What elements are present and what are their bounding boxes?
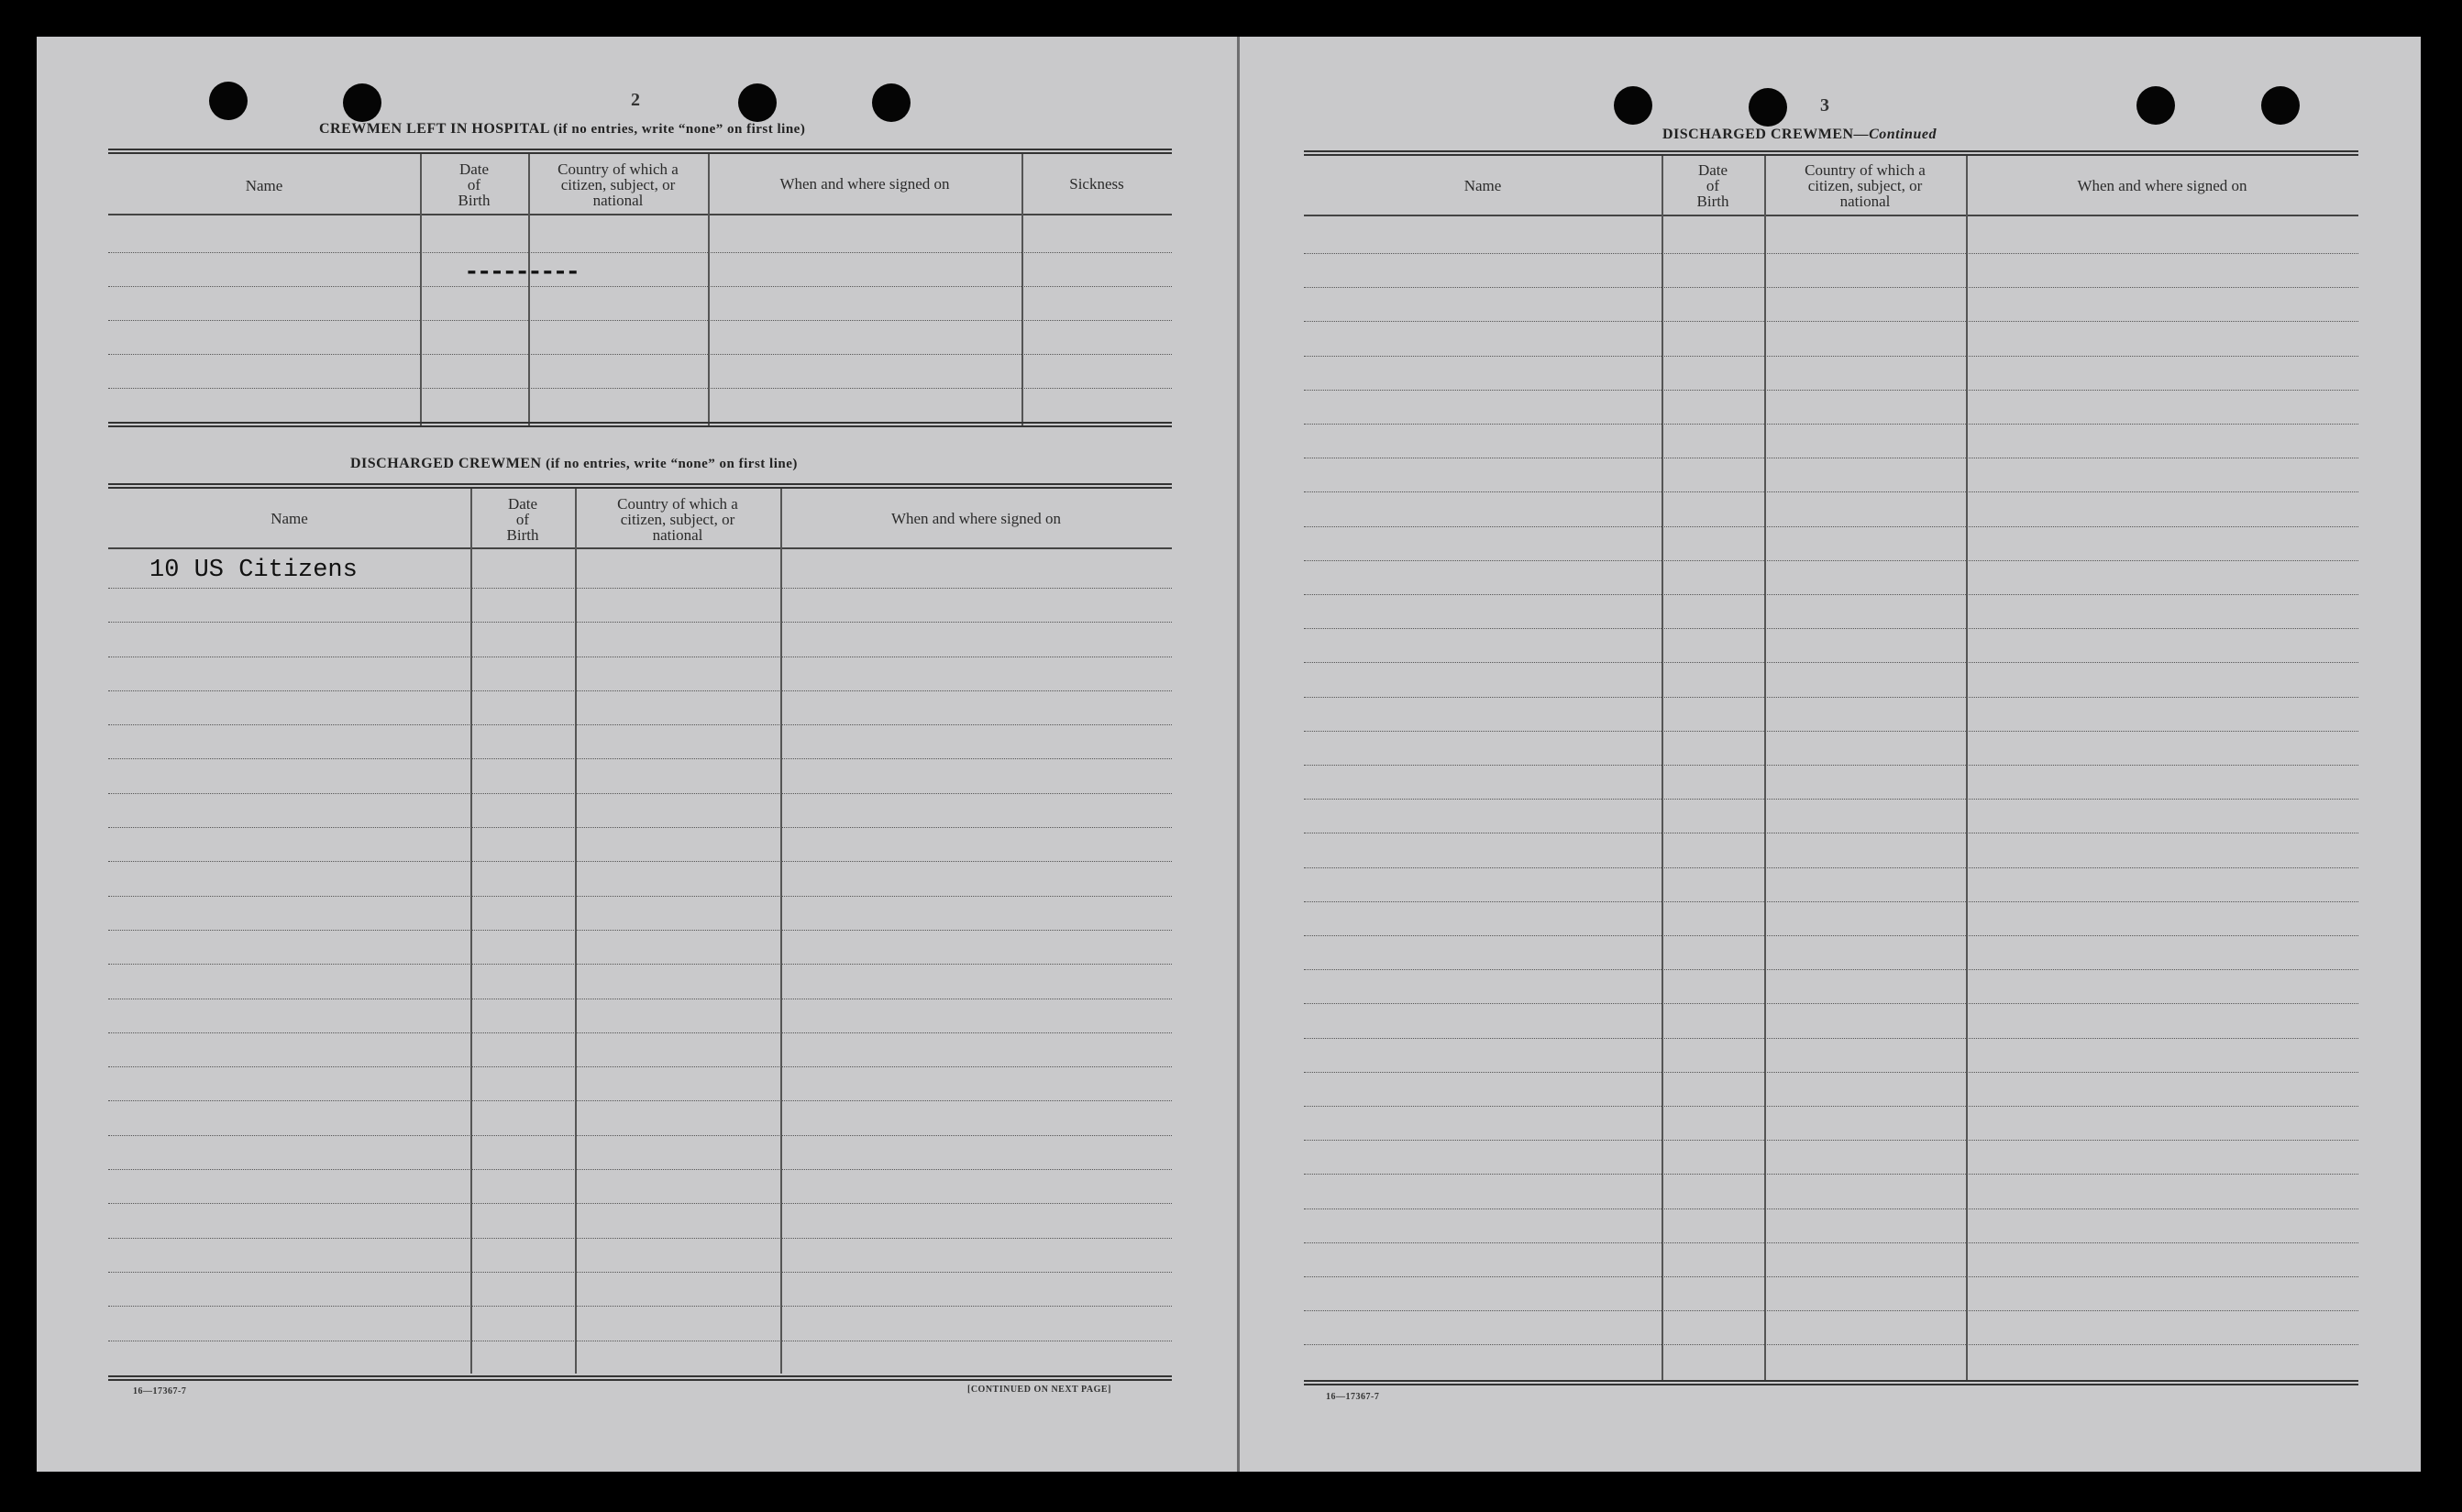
table-row-line [108, 861, 1172, 862]
discharged-first-entry: 10 US Citizens [149, 557, 358, 584]
hospital-col-name: Name [245, 177, 283, 194]
punch-hole [2136, 86, 2175, 125]
table-row-line [1304, 1072, 2358, 1073]
table-row-line [1304, 526, 2358, 527]
right-col-dob: Date of Birth [1696, 161, 1729, 210]
table-row-line [1304, 1174, 2358, 1175]
hospital-col-dob: Date of Birth [458, 160, 491, 209]
table-row-line [1304, 1310, 2358, 1311]
hospital-row-line [108, 286, 1172, 287]
table-row-line [1304, 697, 2358, 698]
table-row-line [1304, 1038, 2358, 1039]
table-row-line [1304, 1208, 2358, 1209]
continued-title-text: DISCHARGED CREWMEN [1662, 127, 1854, 142]
hospital-bottom-rule [108, 422, 1172, 427]
table-row-line [1304, 628, 2358, 629]
right-col-divider [1764, 156, 1766, 1380]
discharged-title-text: DISCHARGED CREWMEN [350, 456, 542, 471]
hospital-top-rule [108, 149, 1172, 154]
discharged-header-rule [108, 547, 1172, 549]
table-row-line [108, 793, 1172, 794]
table-row-line [108, 1169, 1172, 1170]
hospital-col-divider [1021, 154, 1023, 426]
discharged-bottom-rule [108, 1375, 1172, 1381]
continued-suffix: —Continued [1853, 127, 1937, 142]
right-col-divider [1662, 156, 1663, 1380]
table-row-line [1304, 287, 2358, 288]
right-bottom-rule [1304, 1380, 2358, 1385]
table-row-line [1304, 1276, 2358, 1277]
punch-hole [2261, 86, 2300, 125]
form-number-right: 16—17367-7 [1326, 1392, 1380, 1402]
table-row-line [108, 622, 1172, 623]
table-row-line [1304, 594, 2358, 595]
punch-hole [343, 83, 381, 122]
table-row-line [108, 758, 1172, 759]
table-row-line [1304, 969, 2358, 970]
continued-note: [CONTINUED ON NEXT PAGE] [967, 1385, 1111, 1395]
table-row-line [108, 1272, 1172, 1273]
table-row-line [108, 1203, 1172, 1204]
table-row-line [108, 827, 1172, 828]
right-col-country: Country of which a citizen, subject, or national [1805, 161, 1926, 210]
continued-section-title [1662, 127, 1937, 143]
hospital-col-country: Country of which a citizen, subject, or national [558, 160, 679, 209]
hospital-col-sickness: Sickness [1069, 175, 1124, 193]
table-row-line [108, 1032, 1172, 1033]
right-col-when-where: When and where signed on [2077, 177, 2247, 194]
table-row-line [1304, 390, 2358, 391]
table-row-line [1304, 253, 2358, 254]
table-row-line [108, 1066, 1172, 1067]
punch-hole [1614, 86, 1652, 125]
table-row-line [108, 1100, 1172, 1101]
right-top-rule [1304, 150, 2358, 156]
hospital-section-title [319, 121, 805, 138]
table-row-line [1304, 901, 2358, 902]
discharged-instruction: (if no entries, write “none” on first line) [546, 457, 798, 471]
hospital-header-rule [108, 214, 1172, 215]
table-row-line [108, 930, 1172, 931]
page-fold [1237, 37, 1240, 1472]
table-row-line [108, 588, 1172, 589]
discharged-col-country: Country of which a citizen, subject, or national [617, 495, 738, 544]
discharged-section-title [350, 456, 798, 472]
hospital-row-line [108, 354, 1172, 355]
table-row-line [1304, 765, 2358, 766]
table-row-line [1304, 731, 2358, 732]
table-row-line [1304, 1106, 2358, 1107]
table-row-line [1304, 356, 2358, 357]
table-row-line [108, 964, 1172, 965]
form-number-left: 16—17367-7 [133, 1386, 187, 1396]
hospital-instruction: (if no entries, write “none” on first line) [553, 122, 806, 137]
table-row-line [1304, 935, 2358, 936]
page-number-left: 2 [631, 90, 640, 110]
table-row-line [108, 1238, 1172, 1239]
page-number-right: 3 [1820, 95, 1829, 116]
punch-hole [872, 83, 911, 122]
punch-hole [209, 82, 248, 120]
table-row-line [1304, 321, 2358, 322]
table-row-line [1304, 799, 2358, 800]
table-row-line [108, 724, 1172, 725]
hospital-col-when-where: When and where signed on [779, 175, 950, 193]
table-row-line [108, 1135, 1172, 1136]
hospital-col-divider [708, 154, 710, 426]
hospital-title-text: CREWMEN LEFT IN HOSPITAL [319, 121, 550, 137]
hospital-none-entry: --------- [464, 259, 579, 287]
table-row-line [1304, 1140, 2358, 1141]
table-row-line [1304, 1344, 2358, 1345]
discharged-col-name: Name [270, 510, 308, 527]
discharged-top-rule [108, 483, 1172, 489]
punch-hole [1749, 88, 1787, 127]
discharged-col-when-where: When and where signed on [890, 510, 1062, 527]
table-row-line [1304, 491, 2358, 492]
hospital-col-divider [528, 154, 530, 426]
right-col-name: Name [1463, 177, 1502, 194]
discharged-col-dob: Date of Birth [506, 495, 539, 544]
hospital-col-divider [420, 154, 422, 426]
table-row-line [1304, 867, 2358, 868]
table-row-line [1304, 560, 2358, 561]
hospital-row-line [108, 320, 1172, 321]
right-col-divider [1966, 156, 1968, 1380]
table-row-line [1304, 662, 2358, 663]
table-row-line [1304, 424, 2358, 425]
table-row-line [108, 1306, 1172, 1307]
hospital-row-line [108, 388, 1172, 389]
right-header-rule [1304, 215, 2358, 216]
table-row-line [1304, 1003, 2358, 1004]
table-row-line [1304, 1242, 2358, 1243]
table-row-line [108, 690, 1172, 691]
hospital-row-line [108, 252, 1172, 253]
table-row-line [108, 896, 1172, 897]
punch-hole [738, 83, 777, 122]
